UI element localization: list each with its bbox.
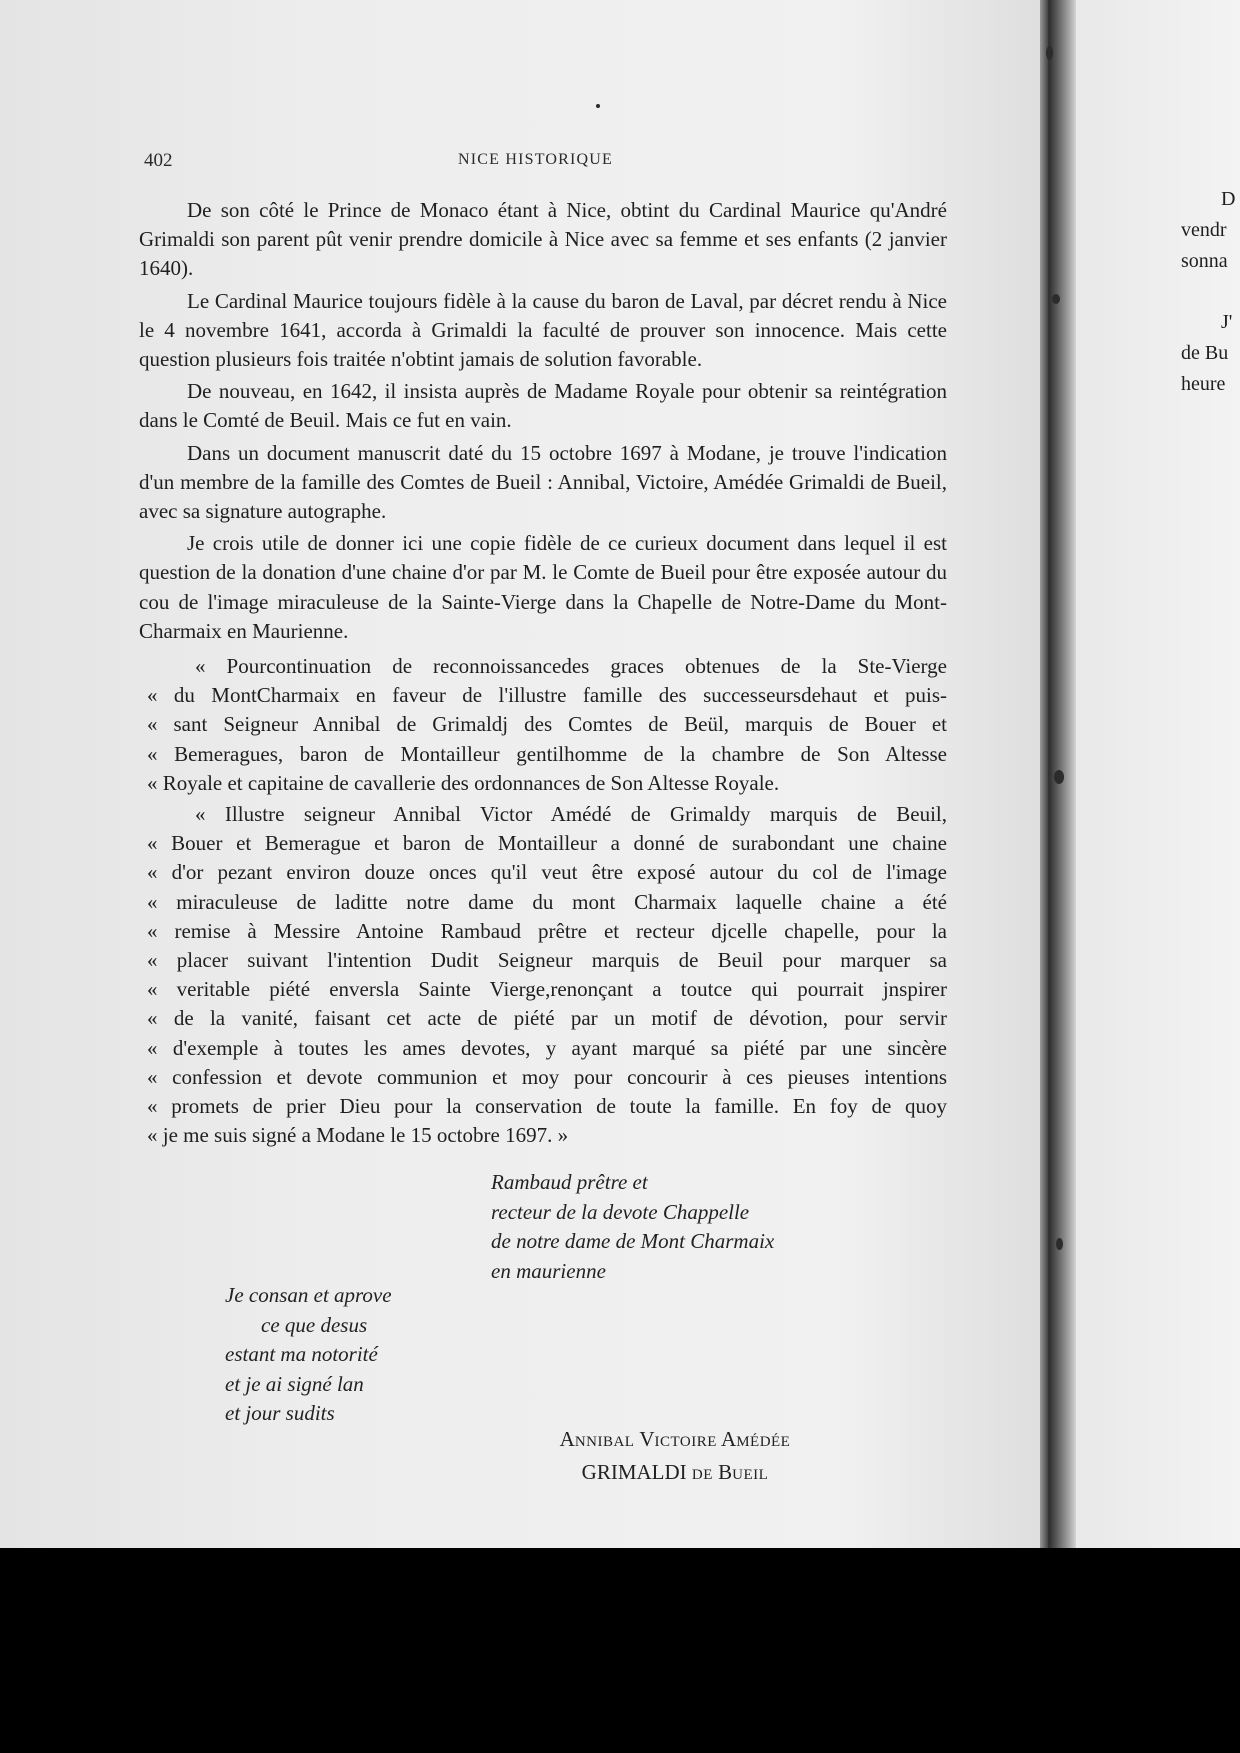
quote-line: « miraculeuse de laditte notre dame du mont Charmaix laquelle chaine a été bbox=[147, 889, 947, 914]
paragraph: Je crois utile de donner ici une copie fidèle de ce curieux document dans lequel il est question de la donation d'une chaine d'or par M. le Comte de Bueil pour être exposée autour du cou de l'image miraculeuse de la Sainte-Vierge dans la Chapelle de Notre-Dame du Mont-Charmaix en Maurienne. bbox=[139, 531, 947, 643]
right-fragment: J' bbox=[1221, 311, 1233, 333]
signature-line: recteur de la devote Chappelle bbox=[491, 1199, 750, 1224]
signature-annibal bbox=[520, 1424, 830, 1490]
right-page-text bbox=[1181, 184, 1235, 400]
signature-line: Je consan et aprove bbox=[225, 1283, 392, 1307]
signature-name-line: GRIMALDI DE BUEIL bbox=[581, 1460, 769, 1484]
right-fragment: vendr bbox=[1181, 219, 1227, 241]
quoted-document-part-2 bbox=[139, 800, 947, 1150]
right-fragment: de Bu bbox=[1181, 342, 1229, 364]
paragraph: Dans un document manuscrit daté du 15 octobre 1697 à Modane, je trouve l'indication d'un membre de la famille des Comtes de Bueil : Annibal, Victoire, Amédée Grimaldi de Bueil, avec sa signature autographe. bbox=[139, 440, 947, 524]
quote-line: « promets de prier Dieu pour la conservation de toute la famille. En foy de quoy bbox=[147, 1094, 947, 1119]
binding-mark bbox=[1046, 46, 1053, 60]
binding-mark bbox=[1054, 770, 1064, 784]
binding-mark bbox=[1056, 1238, 1063, 1250]
body-text bbox=[139, 196, 947, 1151]
quote-line: « Royale et capitaine de cavallerie des ordonnances de Son Altesse Royale. bbox=[147, 770, 780, 795]
right-fragment: sonna bbox=[1181, 250, 1228, 272]
quote-line: « placer suivant l'intention Dudit Seigneur marquis de Beuil pour marquer sa bbox=[147, 948, 947, 973]
quote-line: « d'exemple à toutes les ames devotes, y ayant marqué sa piété par une sincère bbox=[147, 1035, 947, 1060]
paragraph: De son côté le Prince de Monaco étant à Nice, obtint du Cardinal Maurice qu'André Grimaldi son parent pût venir prendre domicile à Nice avec sa femme et ses enfants (2 janvier 1640). bbox=[139, 198, 947, 281]
quote-line: « confession et devote communion et moy pour concourir à ces pieuses intentions bbox=[147, 1064, 947, 1089]
signature-line: et je ai signé lan bbox=[225, 1371, 364, 1396]
signature-name-line: ANNIBAL VICTOIRE AMÉDÉE bbox=[559, 1427, 791, 1451]
quote-line: « veritable piété enversla Sainte Vierge,renonçant a toutce qui pourrait jnspirer bbox=[147, 977, 947, 1002]
right-fragment: heure bbox=[1181, 373, 1226, 395]
signature-line: et jour sudits bbox=[225, 1401, 335, 1425]
page-number: 402 bbox=[144, 150, 173, 171]
signature-line: ce que desus bbox=[261, 1312, 368, 1337]
quote-line: « Illustre seigneur Annibal Victor Amédé de Grimaldy marquis de Beuil, bbox=[195, 802, 947, 827]
quote-line: « remise à Messire Antoine Rambaud prêtre et recteur djcelle chapelle, pour la bbox=[147, 918, 947, 943]
signature-line: Rambaud prêtre et bbox=[491, 1170, 648, 1194]
signature-line: de notre dame de Mont Charmaix bbox=[491, 1229, 775, 1253]
paragraph: De nouveau, en 1642, il insista auprès de Madame Royale pour obtenir sa reintégration dans le Comté de Beuil. Mais ce fut en vain. bbox=[139, 379, 947, 433]
signature-approval bbox=[225, 1281, 392, 1429]
quote-line: « je me suis signé a Modane le 15 octobre 1697. » bbox=[147, 1123, 569, 1148]
quote-line: « sant Seigneur Annibal de Grimaldj des Comtes de Beül, marquis de Bouer et bbox=[147, 712, 947, 737]
signature-line: estant ma notorité bbox=[225, 1342, 378, 1366]
signature-rambaud bbox=[491, 1168, 774, 1286]
quote-line: « Bemeragues, baron de Montailleur gentilhomme de la chambre de Son Altesse bbox=[147, 741, 947, 766]
quote-line: « du MontCharmaix en faveur de l'illustre famille des successeursdehaut et puis- bbox=[147, 683, 947, 708]
binding-mark bbox=[1052, 294, 1060, 304]
right-fragment: D bbox=[1221, 188, 1236, 210]
quote-line: « Bouer et Bemerague et baron de Montailleur a donné de surabondant une chaine bbox=[147, 831, 947, 856]
paragraph: Le Cardinal Maurice toujours fidèle à la cause du baron de Laval, par décret rendu à Nice le 4 novembre 1641, accorda à Grimaldi la faculté de prouver son innocence. Mais cette question plusieurs fois traitée n'obtint jamais de solution favorable. bbox=[139, 288, 947, 372]
running-head: NICE HISTORIQUE bbox=[458, 151, 614, 168]
quote-line: « Pourcontinuation de reconnoissancedes graces obtenues de la Ste-Vierge bbox=[195, 654, 947, 679]
quoted-document-part-1 bbox=[139, 652, 947, 798]
quote-line: « d'or pezant environ douze onces qu'il veut être exposé autour du col de l'image bbox=[147, 860, 947, 885]
quote-line: « de la vanité, faisant cet acte de piété par un motif de dévotion, pour servir bbox=[147, 1006, 947, 1031]
signature-line: en maurienne bbox=[491, 1258, 606, 1283]
ink-dot bbox=[596, 104, 600, 108]
